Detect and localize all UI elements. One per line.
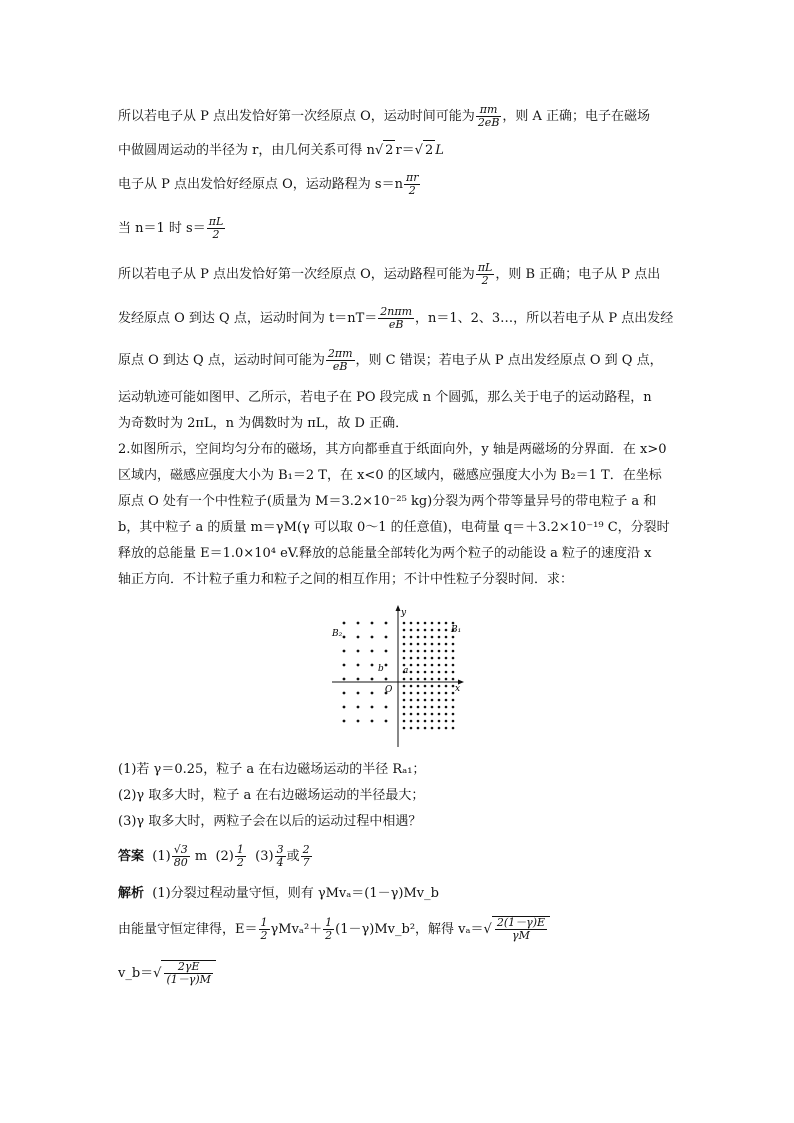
field-dot (403, 727, 406, 730)
field-dot (357, 678, 360, 681)
subquestion-3: (3)γ 取多大时，两粒子会在以后的运动过程中相遇？ (118, 814, 422, 829)
b1-label: B₁ (451, 625, 462, 635)
field-dot (452, 657, 455, 660)
field-dot (357, 706, 360, 709)
field-dot (385, 622, 388, 625)
fraction-numerator: 1 (260, 916, 268, 929)
field-dot (371, 636, 374, 639)
fraction-numerator: 2(1－γ)E (496, 916, 546, 929)
text-line-5 (118, 262, 678, 287)
b2-label: B₂ (332, 629, 343, 639)
field-dot (357, 720, 360, 723)
text-segment: 原点 O 到达 Q 点，运动时间可能为 (118, 353, 325, 368)
field-dot (445, 629, 448, 632)
fraction (207, 216, 226, 241)
fraction-numerator: 3 (276, 844, 284, 856)
field-dot (438, 699, 441, 702)
field-dot (410, 636, 413, 639)
text-segment: ，则 B 正确；电子从 P 点出 (495, 267, 661, 282)
fraction (235, 844, 246, 869)
field-dot (410, 699, 413, 702)
text-segment: r＝ (395, 143, 415, 158)
text-segment: L (435, 143, 444, 158)
field-dot (357, 664, 360, 667)
field-dot (431, 699, 434, 702)
y-axis-label: y (401, 608, 407, 618)
fraction-numerator: 2nπm (380, 306, 412, 318)
text-line-3 (118, 172, 678, 197)
field-dot (431, 636, 434, 639)
field-dot (403, 636, 406, 639)
field-dot (403, 713, 406, 716)
field-dot (385, 678, 388, 681)
field-dot (438, 657, 441, 660)
field-dot (452, 685, 455, 688)
analysis-line-2: 由能量守恒定律得，E＝ $\frac{1}{2}$ γMvₐ²＋ $\frac{1}{2}$ (1－γ)Mv_b²，解得 vₐ＝√ $\frac{2(1-\gamma)E}{\gamma M}$ (118, 916, 678, 942)
field-dot (410, 713, 413, 716)
fraction (259, 917, 270, 942)
field-dot (410, 622, 413, 625)
field-dot (403, 685, 406, 688)
text-segment: ，则 C 错误；若电子从 P 点出发经原点 O 到 Q 点， (355, 353, 663, 368)
field-dot (445, 692, 448, 695)
text-segment: 所以若电子从 P 点出发恰好第一次经原点 O，运动路程可能为 (118, 267, 475, 282)
fraction (172, 844, 190, 869)
fraction-numerator: 2 (302, 844, 310, 856)
question-line-2: 区域内，磁感应强度大小为 B₁＝2 T，在 x<0 的区域内，磁感应强度大小为 B₂＝1 T．在坐标 (118, 468, 662, 483)
field-dot (417, 650, 420, 653)
field-dot (452, 650, 455, 653)
field-dot (424, 699, 427, 702)
field-dot (431, 692, 434, 695)
text-line-1 (118, 104, 678, 129)
field-dot (417, 713, 420, 716)
field-dot (410, 643, 413, 646)
field-dot (371, 678, 374, 681)
text-segment: γMvₐ²＋ (270, 922, 323, 937)
field-dot (445, 713, 448, 716)
fraction-numerator: 2γE (177, 960, 200, 973)
text-segment: 电子从 P 点出发恰好经原点 O，运动路程为 s＝n (118, 177, 403, 192)
field-dot (431, 629, 434, 632)
field-dot (431, 657, 434, 660)
field-dot (445, 685, 448, 688)
field-dot (445, 636, 448, 639)
fraction (476, 104, 502, 129)
field-dot (445, 650, 448, 653)
text-segment: (3) (255, 849, 274, 864)
field-dot (445, 706, 448, 709)
field-dot (343, 664, 346, 667)
text-segment: ，n＝1、2、3…，所以若电子从 P 点出发经 (415, 311, 674, 326)
answer-line (118, 844, 678, 869)
field-dot (452, 713, 455, 716)
field-dot (417, 727, 420, 730)
field-dot (417, 622, 420, 625)
field-dot (417, 664, 420, 667)
radical (492, 916, 550, 942)
field-dot (438, 678, 441, 681)
field-dot (424, 664, 427, 667)
fraction (476, 262, 495, 287)
text-segment: 所以若电子从 P 点出发恰好第一次经原点 O，运动时间可能为 (118, 109, 475, 124)
particle-a-label: a (403, 666, 409, 676)
fraction-numerator: 1 (325, 916, 333, 929)
origin-label: O (385, 685, 393, 695)
text-segment: 中做圆周运动的半径为 r，由几何关系可得 n (118, 143, 375, 158)
text-line-7 (118, 348, 678, 373)
field-dot (438, 713, 441, 716)
field-dot (417, 706, 420, 709)
field-dot (431, 727, 434, 730)
question-line-4: b，其中粒子 a 的质量 m＝γM(γ 可以取 0～1 的任意值)，电荷量 q＝＋3.2×10⁻¹⁹ C，分裂时 (118, 520, 670, 535)
text-segment: 由能量守恒定律得，E＝ (118, 922, 258, 937)
fraction-denominator: 2 (207, 228, 226, 241)
fraction (164, 961, 212, 986)
field-dot (452, 720, 455, 723)
field-dot (424, 622, 427, 625)
field-dot (410, 671, 413, 674)
field-dot (371, 622, 374, 625)
field-dot (424, 657, 427, 660)
field-dot (417, 629, 420, 632)
field-dot (343, 720, 346, 723)
field-dot (403, 678, 406, 681)
field-dot (417, 678, 420, 681)
answer-label: 答案 (118, 849, 145, 864)
field-dot (431, 664, 434, 667)
field-dot (452, 636, 455, 639)
field-dot (431, 685, 434, 688)
field-dot (417, 720, 420, 723)
field-dot (452, 692, 455, 695)
field-dot (417, 692, 420, 695)
field-dot (424, 636, 427, 639)
radicand: 2 (383, 140, 395, 161)
fraction-denominator: 2 (404, 184, 421, 197)
fraction (275, 844, 286, 869)
field-dot (410, 706, 413, 709)
y-axis-arrow (396, 605, 401, 611)
particle-b-label: b (378, 664, 384, 674)
field-dot (438, 622, 441, 625)
question-line-6: 轴正方向．不计粒子重力和粒子之间的相互作用；不计中性粒子分裂时间．求： (118, 572, 574, 587)
field-dot (424, 706, 427, 709)
field-dot (452, 678, 455, 681)
question-line-1: 2.如图所示，空间均匀分布的磁场，其方向都垂直于纸面向外，y 轴是两磁场的分界面．在 x>0 (118, 442, 667, 457)
fraction-numerator: √3 (173, 844, 188, 856)
text-segment: (1－γ)Mv_b²，解得 vₐ＝ (335, 922, 484, 937)
field-dot (343, 706, 346, 709)
field-dot (343, 622, 346, 625)
field-dot (343, 692, 346, 695)
field-dot (431, 720, 434, 723)
field-dot (431, 671, 434, 674)
field-dot (371, 650, 374, 653)
text-line-6 (118, 306, 678, 331)
analysis-label: 解析 (118, 886, 145, 901)
text-line-8: 运动轨迹可能如图甲、乙所示，若电子在 PO 段完成 n 个圆弧，那么关于电子的运动路程，n (118, 390, 652, 405)
field-dot (410, 692, 413, 695)
text-segment: v_b＝ (118, 966, 154, 981)
text-segment: (1)分裂过程动量守恒，则有 γMvₐ＝(1－γ)Mv_b (152, 886, 439, 901)
field-dot (438, 650, 441, 653)
field-dot (403, 643, 406, 646)
field-dot (417, 657, 420, 660)
radical (161, 960, 215, 986)
magnetic-field-figure (330, 605, 470, 750)
field-dot (438, 685, 441, 688)
field-dot (410, 685, 413, 688)
field-dot (403, 706, 406, 709)
field-dot (424, 713, 427, 716)
field-dot (410, 664, 413, 667)
field-dot (424, 720, 427, 723)
fraction-denominator: 2 (236, 856, 244, 869)
field-dot (452, 671, 455, 674)
fraction (326, 348, 355, 373)
field-dot (410, 720, 413, 723)
field-dot (410, 629, 413, 632)
fraction-denominator: eB (326, 360, 355, 373)
field-dot (417, 636, 420, 639)
field-dot (410, 657, 413, 660)
fraction-numerator: πm (479, 104, 498, 116)
field-dot (403, 692, 406, 695)
field-dot (438, 664, 441, 667)
field-dot (431, 643, 434, 646)
field-dot (385, 636, 388, 639)
field-dot (371, 706, 374, 709)
field-dot (403, 622, 406, 625)
field-dot (424, 692, 427, 695)
field-dot (452, 727, 455, 730)
field-dot (371, 720, 374, 723)
field-dot (410, 678, 413, 681)
field-dot (424, 629, 427, 632)
field-dot (371, 692, 374, 695)
field-dot (371, 664, 374, 667)
field-dot (385, 650, 388, 653)
field-dot (445, 727, 448, 730)
field-dot (417, 699, 420, 702)
field-dot (403, 650, 406, 653)
fraction (404, 172, 421, 197)
text-segment: 或 (286, 849, 300, 864)
field-dot (417, 685, 420, 688)
text-segment: ，则 A 正确；电子在磁场 (502, 109, 651, 124)
field-dot (424, 671, 427, 674)
field-dot (385, 706, 388, 709)
field-dots-right (403, 622, 455, 730)
field-dot (403, 629, 406, 632)
field-dot (445, 671, 448, 674)
subquestion-1: (1)若 γ＝0.25，粒子 a 在右边磁场运动的半径 Rₐ₁； (118, 762, 426, 777)
fraction (378, 306, 414, 331)
field-dot (438, 671, 441, 674)
field-dot (431, 713, 434, 716)
field-dot (438, 636, 441, 639)
fraction-denominator: 2eB (477, 116, 500, 129)
fraction-numerator: 1 (236, 844, 244, 856)
field-dot (424, 678, 427, 681)
field-dot (385, 720, 388, 723)
field-dot (357, 692, 360, 695)
subquestion-2: (2)γ 取多大时，粒子 a 在右边磁场运动的半径最大； (118, 788, 425, 803)
fraction-numerator: πr (405, 172, 419, 184)
field-dot (417, 643, 420, 646)
fraction-denominator: 4 (276, 856, 284, 869)
text-segment: m (194, 849, 208, 864)
field-dot (431, 678, 434, 681)
text-line-4 (118, 216, 678, 241)
x-axis-label: x (455, 684, 461, 694)
field-dot (343, 650, 346, 653)
field-dot (424, 650, 427, 653)
fraction-denominator: 2 (260, 929, 268, 942)
fraction (301, 844, 312, 869)
field-dot (445, 657, 448, 660)
field-dot (424, 685, 427, 688)
field-dot (452, 699, 455, 702)
analysis-line-3: v_b＝√ $\frac{2\gamma E}{(1-\gamma)M}$ (118, 960, 678, 986)
field-dot (431, 706, 434, 709)
fraction-denominator: 80 (172, 856, 190, 869)
field-dot (403, 657, 406, 660)
field-dot (438, 720, 441, 723)
field-dot (343, 678, 346, 681)
fraction-denominator: eB (378, 318, 414, 331)
fraction (323, 917, 334, 942)
field-dot (452, 706, 455, 709)
field-dot (424, 643, 427, 646)
field-dot (431, 622, 434, 625)
field-dot (445, 678, 448, 681)
radicand: 2 (423, 140, 435, 161)
field-dot (410, 650, 413, 653)
fraction-numerator: πL (208, 216, 224, 228)
field-dot (445, 664, 448, 667)
text-segment: (1) (152, 849, 171, 864)
fraction-denominator: 2 (476, 274, 495, 287)
fraction-denominator: (1－γ)M (166, 973, 211, 986)
question-line-5: 释放的总能量 E＝1.0×10⁴ eV.释放的总能量全部转化为两个粒子的动能设 a 粒子的速度沿 x (118, 546, 652, 561)
field-dot (445, 720, 448, 723)
fraction-denominator: 2 (325, 929, 333, 942)
field-dot (403, 699, 406, 702)
text-segment: (2) (215, 849, 234, 864)
field-dot (403, 720, 406, 723)
field-dot (445, 699, 448, 702)
question-line-3: 原点 O 处有一个中性粒子(质量为 M＝3.2×10⁻²⁵ kg)分裂为两个带等量异号的带电粒子 a 和 (118, 494, 657, 509)
field-dot (438, 692, 441, 695)
field-dot (452, 664, 455, 667)
fraction (495, 917, 547, 942)
field-dot (357, 650, 360, 653)
field-dot (417, 671, 420, 674)
field-dot (438, 706, 441, 709)
field-dot (357, 622, 360, 625)
fraction-numerator: πL (477, 262, 493, 274)
analysis-line-1 (118, 884, 678, 904)
field-dot (445, 643, 448, 646)
fraction-denominator: γM (495, 929, 547, 942)
fraction-denominator: 7 (302, 856, 310, 869)
text-segment: 发经原点 O 到达 Q 点，运动时间为 t＝nT＝ (118, 311, 378, 326)
field-dot (410, 727, 413, 730)
field-dot (438, 643, 441, 646)
text-line-9: 为奇数时为 2πL，n 为偶数时为 πL，故 D 正确． (118, 416, 409, 431)
field-dot (431, 650, 434, 653)
field-dot (438, 727, 441, 730)
field-dot (385, 664, 388, 667)
field-dot (438, 629, 441, 632)
field-dot (357, 636, 360, 639)
fraction-numerator: 2πm (327, 348, 353, 360)
field-dot (424, 727, 427, 730)
field-dot (343, 636, 346, 639)
field-dot (452, 643, 455, 646)
field-dot (452, 622, 455, 625)
text-segment: 当 n＝1 时 s＝ (118, 221, 206, 236)
text-line-2: 中做圆周运动的半径为 r，由几何关系可得 n√ 2 r＝√ 2 L (118, 140, 678, 161)
field-dot (445, 622, 448, 625)
